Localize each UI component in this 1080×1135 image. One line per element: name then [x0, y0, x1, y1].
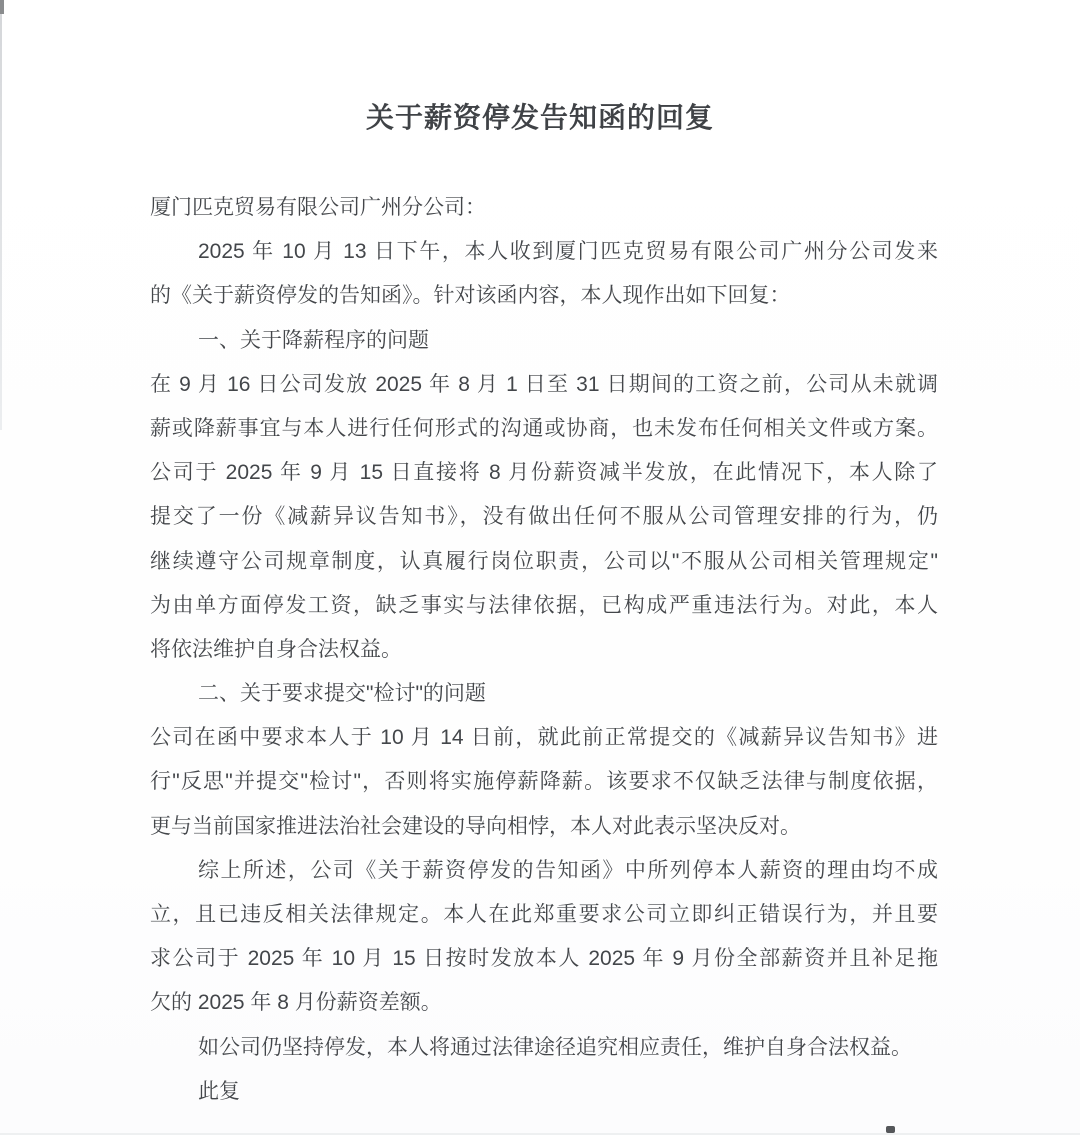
text-line: 行"反思"并提交"检讨"，否则将实施停薪降薪。该要求不仅缺乏法律与制度依据，	[150, 770, 938, 794]
text-line: 如公司仍坚持停发，本人将通过法律途径追究相应责任，维护自身合法权益。	[198, 1035, 912, 1059]
page-title: 关于薪资停发告知函的回复	[365, 102, 714, 133]
text-line: 求公司于 2025 年 10 月 15 日按时发放本人 2025 年 9 月份全部薪资并且补足拖	[150, 947, 938, 971]
text-line: 为由单方面停发工资，缺乏事实与法律依据，已构成严重违法行为。对此，本人	[150, 593, 938, 617]
text-line: 更与当前国家推进法治社会建设的导向相悖，本人对此表示坚决反对。	[150, 814, 801, 838]
letter-body	[150, 186, 938, 1114]
text-line: 提交了一份《减薪异议告知书》，没有做出任何不服从公司管理安排的行为，仍	[150, 505, 938, 529]
scan-left-edge-artifact	[0, 0, 2, 430]
text-line: 二、关于要求提交"检讨"的问题	[198, 682, 486, 706]
text-line: 继续遵守公司规章制度，认真履行岗位职责，公司以"不服从公司相关管理规定"	[150, 549, 938, 573]
text-line: 此复	[198, 1079, 240, 1103]
text-line: 欠的 2025 年 8 月份薪资差额。	[150, 991, 442, 1015]
text-line: 薪或降薪事宜与本人进行任何形式的沟通或协商，也未发布任何相关文件或方案。	[150, 416, 938, 440]
text-line: 一、关于降薪程序的问题	[198, 328, 429, 352]
text-line: 公司于 2025 年 9 月 15 日直接将 8 月份薪资减半发放，在此情况下，本人除了	[150, 461, 938, 485]
text-line: 的《关于薪资停发的告知函》。针对该函内容，本人现作出如下回复：	[150, 284, 791, 308]
text-line: 厦门匹克贸易有限公司广州分公司：	[150, 196, 486, 219]
text-line: 立，且已违反相关法律规定。本人在此郑重要求公司立即纠正错误行为，并且要	[150, 903, 938, 926]
text-line: 在 9 月 16 日公司发放 2025 年 8 月 1 日至 31 日期间的工资之前，公司从未就调	[150, 372, 938, 396]
text-line: 公司在函中要求本人于 10 月 14 日前，就此前正常提交的《减薪异议告知书》进	[150, 726, 938, 750]
text-line: 综上所述，公司《关于薪资停发的告知函》中所列停本人薪资的理由均不成	[198, 858, 938, 882]
text-line: 将依法维护自身合法权益。	[150, 637, 402, 661]
text-line: 2025 年 10 月 13 日下午，本人收到厦门匹克贸易有限公司广州分公司发来	[198, 240, 938, 264]
scan-corner-mark	[0, 0, 4, 14]
scan-bottom-speck-artifact	[886, 1126, 895, 1133]
